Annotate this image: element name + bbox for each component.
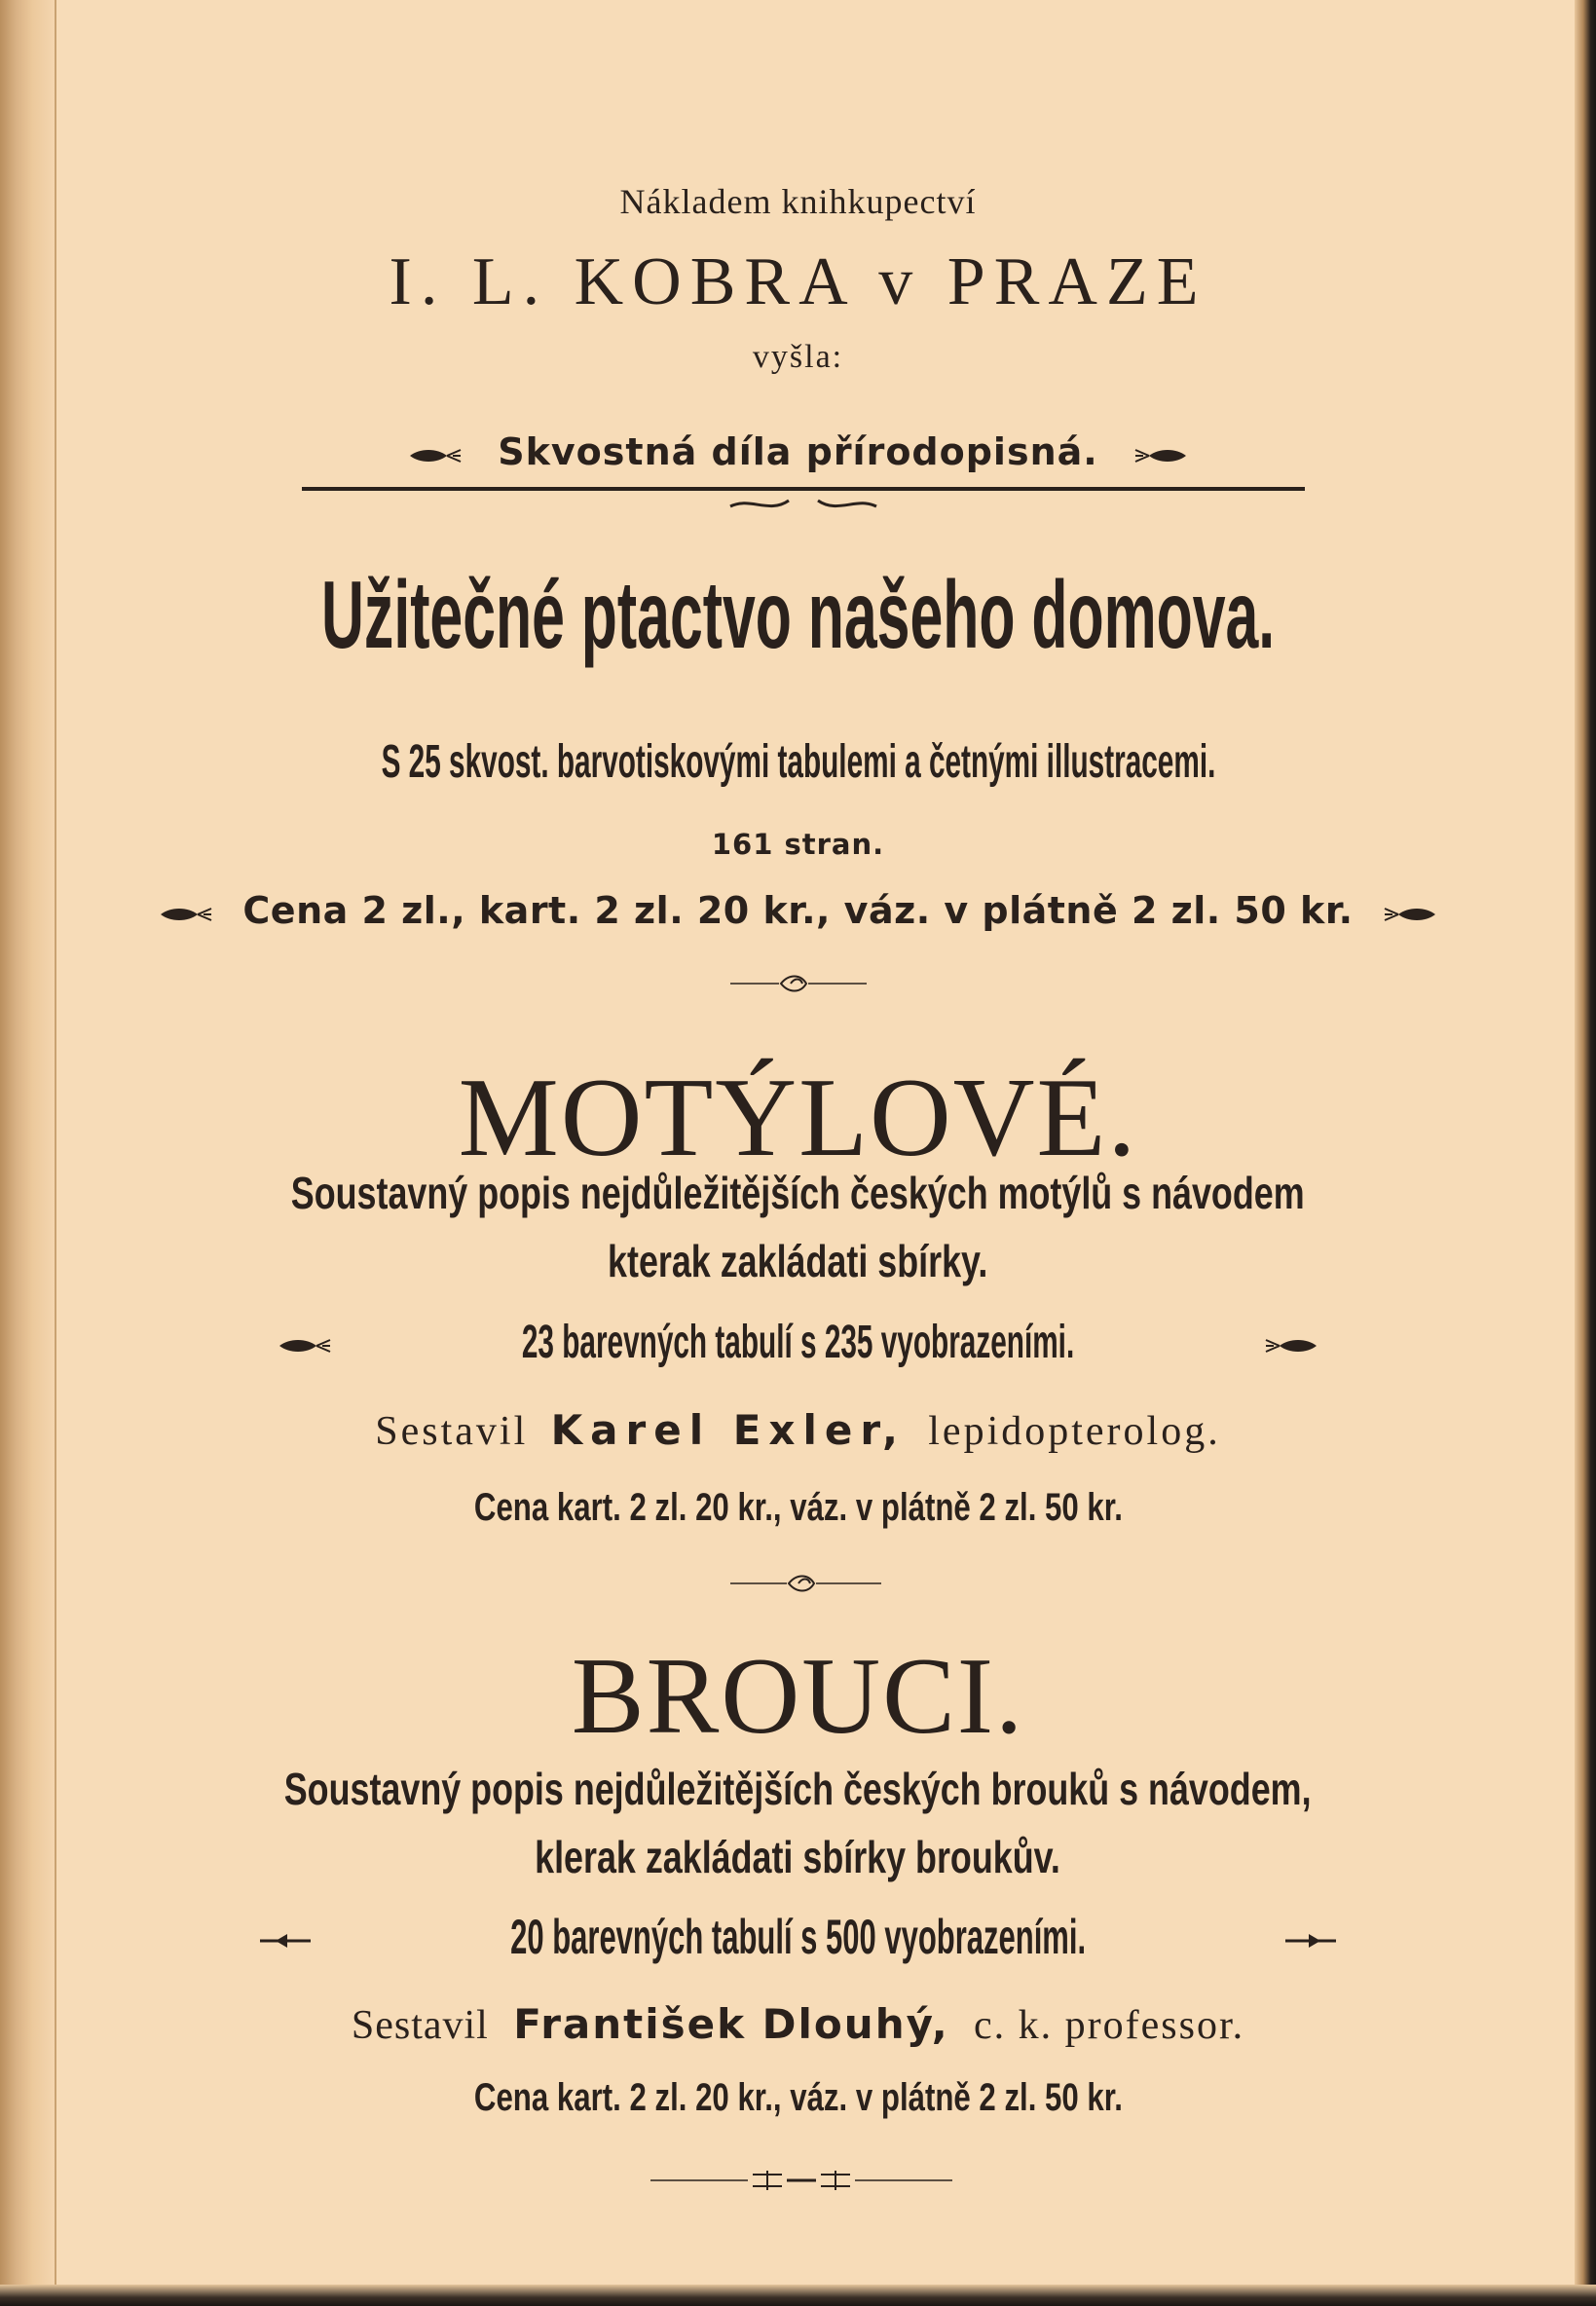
arrow-right-icon: [1264, 1336, 1318, 1356]
section-heading: Skvostná díla přírodopisná.: [498, 430, 1098, 473]
book2-plates-row: [0, 1315, 1596, 1369]
book3-desc-line1: Soustavný popis nejdůležitějších českých brouků s návodem,: [284, 1764, 1312, 1814]
book3-author-name: František Dlouhý,: [513, 2000, 949, 2048]
book3-plates-row: [0, 1909, 1596, 1965]
heading-underline: [302, 487, 1305, 491]
arrow-left-icon: [159, 905, 213, 924]
book3-author-prefix: Sestavil: [351, 2003, 489, 2048]
book3-author-suffix: c. k. professor.: [974, 2003, 1245, 2048]
publisher-name: I. L. KOBRA v PRAZE: [389, 244, 1207, 319]
book3-author-row: [0, 2000, 1596, 2049]
book1-pages: 161 stran.: [711, 828, 885, 861]
book2-author-name: Karel Exler,: [550, 1406, 906, 1454]
publisher-intro: Nákladem knihkupectví: [619, 182, 977, 221]
section-heading-row: [0, 430, 1596, 473]
publisher-released: vyšla:: [752, 339, 844, 375]
book3-title: BROUCI.: [571, 1636, 1025, 1757]
book2-author-prefix: Sestavil: [375, 1409, 529, 1454]
book2-title: MOTÝLOVÉ.: [458, 1056, 1138, 1180]
book3-desc-line2: klerak zakládati sbírky broukův.: [535, 1832, 1061, 1882]
book3-plates: 20 barevných tabulí s 500 vyobrazeními.: [509, 1910, 1086, 1964]
book2-author-suffix: lepidopterolog.: [928, 1409, 1221, 1454]
book2-desc-line1: Soustavný popis nejdůležitějších českých motýlů s návodem: [291, 1168, 1305, 1218]
divider-ornament-icon: [730, 1572, 881, 1595]
arrow-left-icon: [278, 1336, 332, 1356]
arrow-right-icon: [1283, 1931, 1338, 1951]
flourish-ornament-icon: [721, 493, 886, 516]
divider-ornament-icon: [730, 972, 867, 995]
arrow-left-icon: [408, 446, 463, 465]
book2-price: Cena kart. 2 zl. 20 kr., váz. v plátně 2 zl. 50 kr.: [473, 1486, 1123, 1529]
book2-desc-line2: kterak zakládati sbírky.: [608, 1236, 988, 1286]
book1-price: Cena 2 zl., kart. 2 zl. 20 kr., váz. v plátně 2 zl. 50 kr.: [242, 889, 1354, 932]
arrow-left-icon: [258, 1931, 313, 1951]
arrow-right-icon: [1383, 905, 1437, 924]
end-ornament-icon: [650, 2166, 952, 2195]
book1-price-row: [0, 889, 1596, 932]
book1-title: Užitečné ptactvo našeho domova.: [320, 561, 1276, 668]
book1-subtitle: S 25 skvost. barvotiskovými tabulemi a četnými illustracemi.: [381, 736, 1215, 788]
book2-author-row: [0, 1406, 1596, 1455]
book3-price: Cena kart. 2 zl. 20 kr., váz. v plátně 2 zl. 50 kr.: [473, 2076, 1123, 2119]
arrow-right-icon: [1133, 446, 1188, 465]
page-bottom-edge: [0, 2285, 1596, 2306]
book2-plates: 23 barevných tabulí s 235 vyobrazeními.: [521, 1317, 1075, 1368]
